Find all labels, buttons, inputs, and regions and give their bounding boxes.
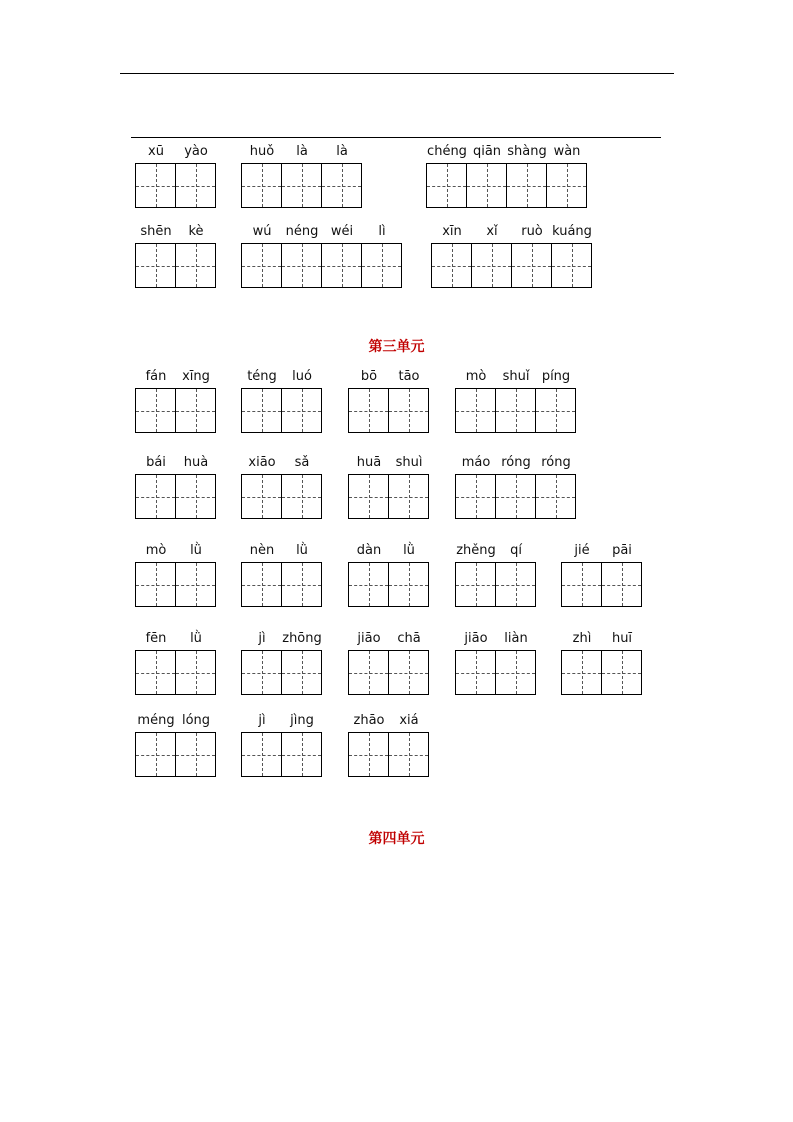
tianzige-grid (241, 388, 322, 433)
character-box[interactable] (175, 732, 216, 777)
pinyin-label: jì (258, 631, 266, 646)
pinyin-label: là (336, 144, 348, 159)
character-box[interactable] (281, 562, 322, 607)
character-box[interactable] (348, 562, 389, 607)
pinyin-label: jiāo (357, 631, 381, 646)
character-box[interactable] (135, 388, 176, 433)
character-box[interactable] (135, 732, 176, 777)
tianzige-grid (455, 562, 536, 607)
pinyin-label: qiān (472, 144, 502, 159)
pinyin-label: téng (247, 369, 277, 384)
character-box[interactable] (321, 163, 362, 208)
tianzige-grid (455, 474, 576, 519)
character-box[interactable] (281, 388, 322, 433)
pinyin-label: là (296, 144, 308, 159)
tianzige-grid (135, 562, 216, 607)
pinyin-label: luó (292, 369, 312, 384)
character-box[interactable] (348, 474, 389, 519)
unit3-heading: 第三单元 (368, 339, 425, 355)
character-box[interactable] (495, 562, 536, 607)
pinyin-label: bái (146, 455, 166, 470)
tianzige-grid (135, 388, 216, 433)
character-box[interactable] (495, 650, 536, 695)
tianzige-grid (348, 562, 429, 607)
pinyin-label: kè (188, 224, 204, 239)
pinyin-label: tāo (398, 369, 420, 384)
character-box[interactable] (135, 474, 176, 519)
pinyin-label: xīng (182, 369, 210, 384)
pinyin-label: xiá (399, 713, 419, 728)
tianzige-grid (241, 474, 322, 519)
pinyin-label: wéi (330, 224, 354, 239)
character-box[interactable] (321, 243, 362, 288)
character-box[interactable] (241, 650, 282, 695)
tianzige-grid (455, 650, 536, 695)
character-box[interactable] (281, 474, 322, 519)
pinyin-label: shàng (507, 144, 547, 159)
pinyin-label: zhì (572, 631, 592, 646)
pinyin-label: liàn (504, 631, 528, 646)
character-box[interactable] (388, 562, 429, 607)
pinyin-label: shēn (140, 224, 172, 239)
character-box[interactable] (388, 732, 429, 777)
character-box[interactable] (495, 388, 536, 433)
character-box[interactable] (241, 388, 282, 433)
character-box[interactable] (455, 650, 496, 695)
character-box[interactable] (561, 650, 602, 695)
top-rule (120, 73, 674, 74)
pinyin-label: mò (145, 543, 167, 558)
pinyin-label: jìng (290, 713, 314, 728)
pinyin-label: lì (378, 224, 386, 239)
pinyin-label: xǐ (486, 224, 498, 239)
character-box[interactable] (348, 732, 389, 777)
pinyin-label: shuì (395, 455, 423, 470)
tianzige-grid (241, 650, 322, 695)
character-box[interactable] (561, 562, 602, 607)
pinyin-label: lǜ (190, 543, 202, 558)
character-box[interactable] (281, 650, 322, 695)
tianzige-grid (348, 732, 429, 777)
pinyin-label: chéng (427, 144, 467, 159)
pinyin-label: róng (541, 455, 571, 470)
character-box[interactable] (175, 562, 216, 607)
tianzige-grid (431, 243, 592, 288)
character-box[interactable] (241, 474, 282, 519)
character-box[interactable] (455, 562, 496, 607)
character-box[interactable] (348, 388, 389, 433)
character-box[interactable] (175, 474, 216, 519)
pinyin-label: xīn (442, 224, 462, 239)
character-box[interactable] (495, 474, 536, 519)
pinyin-label: dàn (356, 543, 382, 558)
character-box[interactable] (426, 163, 467, 208)
pinyin-label: huī (611, 631, 633, 646)
pinyin-label: lóng (181, 713, 211, 728)
tianzige-grid (426, 163, 587, 208)
pinyin-label: lǜ (296, 543, 308, 558)
character-box[interactable] (281, 243, 322, 288)
pinyin-label: kuáng (552, 224, 592, 239)
pinyin-label: bō (360, 369, 378, 384)
character-box[interactable] (241, 163, 282, 208)
character-box[interactable] (535, 388, 576, 433)
tianzige-grid (241, 243, 402, 288)
pinyin-label: róng (501, 455, 531, 470)
tianzige-grid (348, 388, 429, 433)
pinyin-label: huà (183, 455, 209, 470)
pinyin-label: jì (258, 713, 266, 728)
pinyin-label: pāi (612, 543, 632, 558)
pinyin-label: jiāo (464, 631, 488, 646)
character-box[interactable] (455, 474, 496, 519)
pinyin-label: néng (285, 224, 319, 239)
character-box[interactable] (135, 650, 176, 695)
tianzige-grid (348, 650, 429, 695)
character-box[interactable] (175, 243, 216, 288)
character-box[interactable] (281, 732, 322, 777)
pinyin-label: zhěng (456, 543, 496, 558)
pinyin-label: lǜ (190, 631, 202, 646)
character-box[interactable] (551, 243, 592, 288)
character-box[interactable] (241, 732, 282, 777)
pinyin-label: fēn (145, 631, 167, 646)
pinyin-label: yào (184, 144, 208, 159)
character-box[interactable] (175, 388, 216, 433)
tianzige-grid (241, 163, 362, 208)
character-box[interactable] (135, 243, 176, 288)
pinyin-label: jié (574, 543, 590, 558)
pinyin-label: fán (145, 369, 167, 384)
character-box[interactable] (431, 243, 472, 288)
character-box[interactable] (471, 243, 512, 288)
character-box[interactable] (511, 243, 552, 288)
pinyin-label: chā (397, 631, 421, 646)
pinyin-label: huā (356, 455, 382, 470)
tianzige-grid (348, 474, 429, 519)
character-box[interactable] (455, 388, 496, 433)
tianzige-grid (135, 163, 216, 208)
character-box[interactable] (281, 163, 322, 208)
character-box[interactable] (361, 243, 402, 288)
pinyin-label: nèn (249, 543, 275, 558)
character-box[interactable] (546, 163, 587, 208)
tianzige-grid (241, 562, 322, 607)
pinyin-label: wàn (553, 144, 581, 159)
character-box[interactable] (466, 163, 507, 208)
tianzige-grid (135, 243, 216, 288)
tianzige-grid (561, 650, 642, 695)
pinyin-label: shuǐ (502, 369, 530, 384)
pinyin-label: méng (137, 713, 175, 728)
tianzige-grid (455, 388, 576, 433)
tianzige-grid (135, 650, 216, 695)
character-box[interactable] (601, 562, 642, 607)
unit4-heading: 第四单元 (368, 831, 425, 847)
character-box[interactable] (388, 474, 429, 519)
character-box[interactable] (135, 163, 176, 208)
pinyin-label: mò (465, 369, 487, 384)
section-rule (131, 137, 661, 138)
pinyin-label: lǜ (403, 543, 415, 558)
character-box[interactable] (135, 562, 176, 607)
character-box[interactable] (175, 163, 216, 208)
tianzige-grid (135, 474, 216, 519)
character-box[interactable] (506, 163, 547, 208)
character-box[interactable] (535, 474, 576, 519)
pinyin-label: sǎ (294, 455, 310, 470)
pinyin-label: xiāo (248, 455, 276, 470)
pinyin-label: qí (510, 543, 522, 558)
character-box[interactable] (388, 388, 429, 433)
pinyin-label: máo (461, 455, 491, 470)
pinyin-label: zhōng (282, 631, 322, 646)
pinyin-label: wú (252, 224, 272, 239)
character-box[interactable] (241, 562, 282, 607)
pinyin-label: píng (541, 369, 571, 384)
pinyin-label: xū (148, 144, 164, 159)
character-box[interactable] (601, 650, 642, 695)
tianzige-grid (135, 732, 216, 777)
character-box[interactable] (241, 243, 282, 288)
pinyin-label: ruò (521, 224, 543, 239)
tianzige-grid (241, 732, 322, 777)
pinyin-label: zhāo (353, 713, 385, 728)
character-box[interactable] (348, 650, 389, 695)
tianzige-grid (561, 562, 642, 607)
character-box[interactable] (175, 650, 216, 695)
character-box[interactable] (388, 650, 429, 695)
pinyin-label: huǒ (249, 144, 275, 159)
